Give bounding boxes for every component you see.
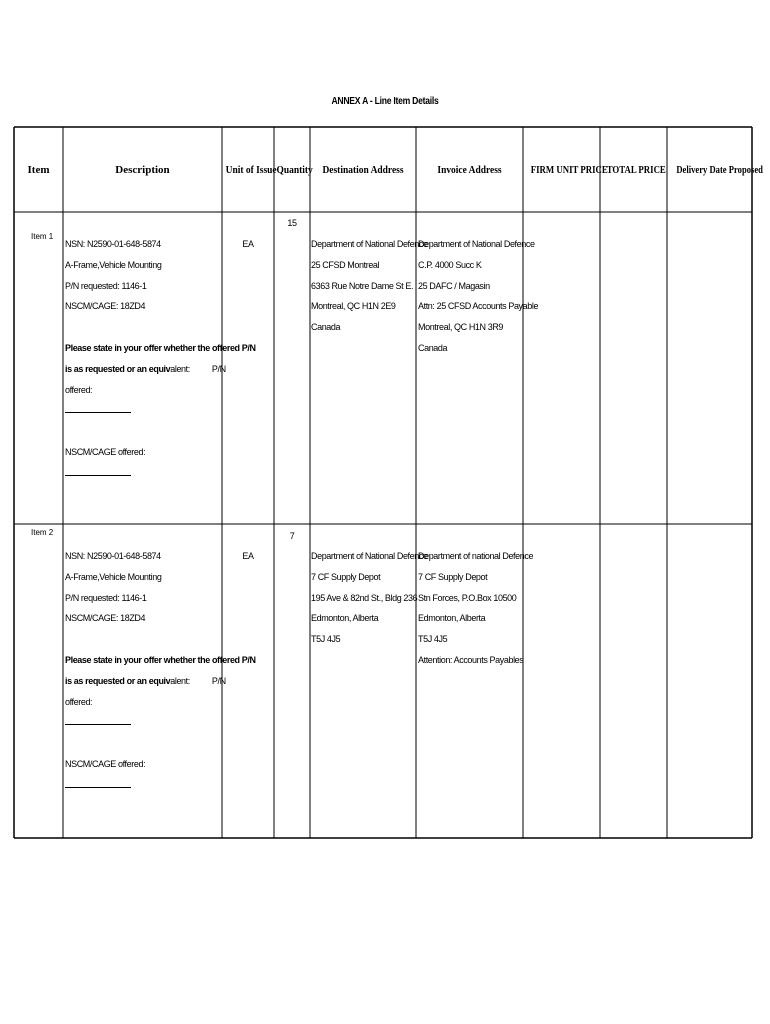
offer-prompt: Please state in your offer whether the offered P/N [65, 654, 256, 665]
header-total-price: TOTAL PRICE [606, 164, 666, 176]
offer-prompt-continued: is as requested or an equivalent: P/N [65, 675, 226, 686]
header-description: Description [115, 164, 170, 176]
item-label: Item 2 [31, 528, 54, 537]
firm-unit-price-cell[interactable] [524, 525, 599, 837]
destination-address: Department of National Defence 25 CFSD Montreal 6363 Rue Notre Dame St E. Montreal, QC H1N 2E9 Canada [311, 239, 428, 333]
offered-pn-blank[interactable] [65, 400, 256, 421]
part-name-line: A-Frame,Vehicle Mounting [65, 259, 162, 270]
nscm-offered-blank[interactable] [65, 463, 256, 484]
unit-of-issue-value: EA [242, 551, 254, 561]
nscm-offered-blank[interactable] [65, 775, 256, 796]
unit-of-issue-value: EA [242, 239, 254, 249]
description-block [65, 546, 256, 796]
item-label: Item 1 [31, 232, 54, 241]
header-firm-unit-price: FIRM UNIT PRICE [530, 164, 608, 176]
header-invoice-address: Invoice Address [437, 164, 502, 176]
offer-prompt: Please state in your offer whether the offered P/N [65, 342, 256, 353]
offer-prompt-continued: is as requested or an equivalent: P/N [65, 363, 226, 374]
quantity-value: 15 [287, 218, 297, 228]
delivery-date-cell[interactable] [668, 525, 751, 837]
quantity-value: 7 [289, 531, 295, 541]
nscm-cage-line: NSCM/CAGE: 18ZD4 [65, 301, 146, 312]
invoice-address: Department of National Defence C.P. 4000 Succ K 25 DAFC / Magasin Attn: 25 CFSD Accounts Payable Montreal, QC H1N 3R9 Canada [418, 239, 539, 353]
nsn-line: NSN: N2590-01-648-5874 [65, 551, 161, 561]
header-unit-of-issue: Unit of Issue [225, 164, 277, 176]
nsn-line: NSN: N2590-01-648-5874 [65, 239, 161, 249]
total-price-cell[interactable] [601, 213, 666, 523]
header-quantity: Quantity [276, 164, 313, 176]
total-price-cell[interactable] [601, 525, 666, 837]
destination-address: Department of National Defence 7 CF Supply Depot 195 Ave & 82nd St., Bldg 236 Edmonton, Alberta T5J 4J5 [311, 551, 428, 645]
page-title: ANNEX A - Line Item Details [331, 96, 439, 107]
firm-unit-price-cell[interactable] [524, 213, 599, 523]
invoice-address: Department of national Defence 7 CF Supply Depot Stn Forces, P.O.Box 10500 Edmonton, Alberta T5J 4J5 Attention: Accounts Payables [418, 551, 534, 665]
part-name-line: A-Frame,Vehicle Mounting [65, 571, 162, 582]
header-item: Item [27, 164, 50, 176]
header-destination-address: Destination Address [322, 164, 404, 176]
delivery-date-cell[interactable] [668, 213, 751, 523]
offered-label: offered: [65, 696, 93, 707]
offered-pn-blank[interactable] [65, 712, 256, 733]
pn-requested-line: P/N requested: 1146-1 [65, 592, 147, 603]
pn-label: P/N [211, 363, 226, 374]
nscm-cage-line: NSCM/CAGE: 18ZD4 [65, 613, 146, 624]
pn-requested-line: P/N requested: 1146-1 [65, 280, 147, 291]
header-delivery-date: Delivery Date Proposed [676, 164, 763, 176]
nscm-offered-label: NSCM/CAGE offered: [65, 758, 146, 769]
pn-label: P/N [211, 675, 226, 686]
description-block [65, 234, 256, 484]
offered-label: offered: [65, 384, 93, 395]
nscm-offered-label: NSCM/CAGE offered: [65, 446, 146, 457]
